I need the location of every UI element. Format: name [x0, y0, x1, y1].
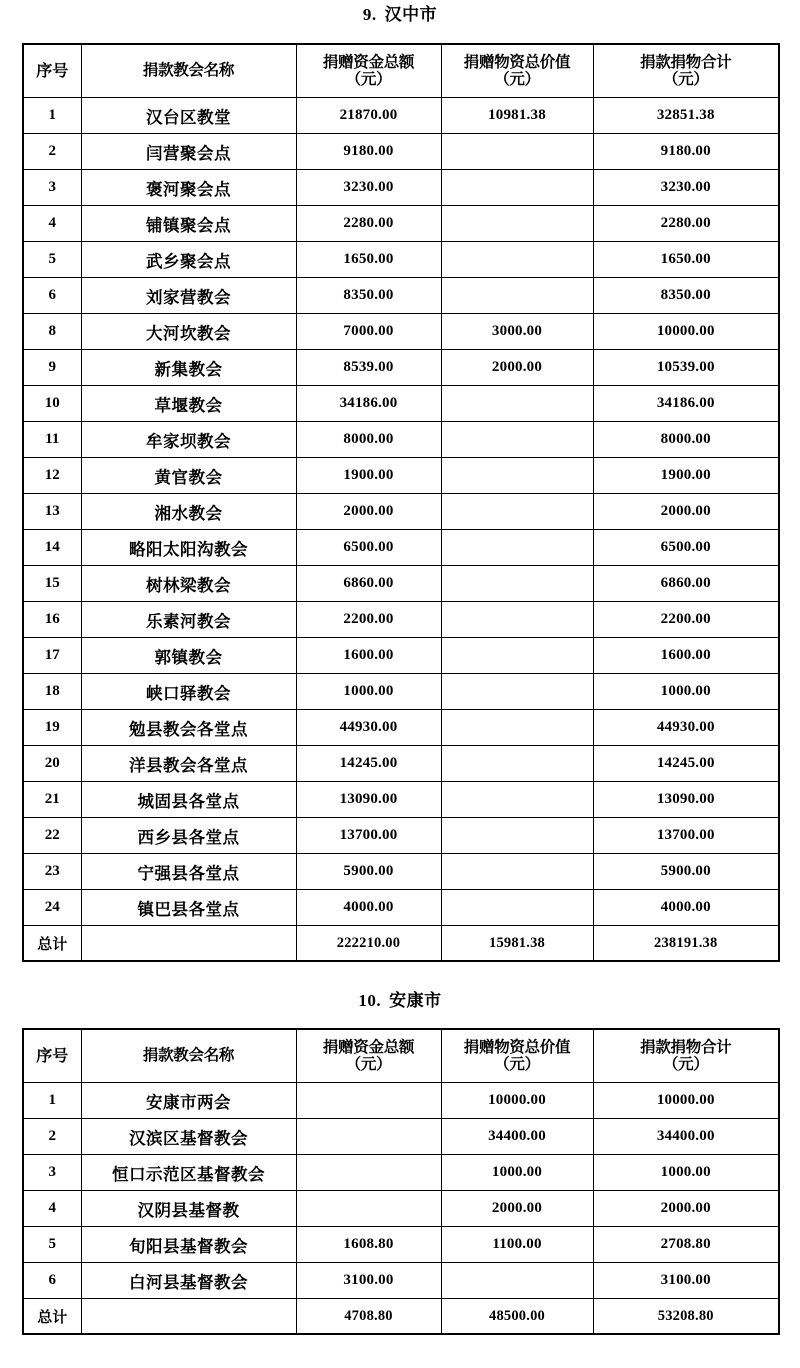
cell-name: 汉台区教堂 [81, 98, 296, 134]
table-row [23, 1227, 779, 1263]
cell-total: 3230.00 [593, 170, 779, 206]
cell-total: 238191.38 [593, 926, 779, 962]
cell-total: 1900.00 [593, 458, 779, 494]
col-header-money [296, 1029, 441, 1083]
table-row [23, 170, 779, 206]
cell-money: 7000.00 [296, 314, 441, 350]
section-number: 9. [362, 5, 377, 24]
cell-name: 闫营聚会点 [81, 134, 296, 170]
cell-money: 4000.00 [296, 890, 441, 926]
cell-index: 6 [23, 1263, 81, 1299]
section-title-hanzhong [0, 6, 800, 23]
cell-money [296, 1119, 441, 1155]
cell-name: 湘水教会 [81, 494, 296, 530]
cell-name: 镇巴县各堂点 [81, 890, 296, 926]
header-row [23, 1029, 779, 1083]
cell-index: 19 [23, 710, 81, 746]
cell-money: 44930.00 [296, 710, 441, 746]
col-header-money-line2: （元） [345, 1055, 392, 1073]
cell-index: 14 [23, 530, 81, 566]
cell-total: 34400.00 [593, 1119, 779, 1155]
cell-index: 11 [23, 422, 81, 458]
cell-name: 旬阳县基督教会 [81, 1227, 296, 1263]
cell-goods: 2000.00 [441, 350, 593, 386]
cell-name: 汉阴县基督教 [81, 1191, 296, 1227]
col-header-total [593, 44, 779, 98]
col-header-name: 捐款教会名称 [81, 44, 296, 98]
col-header-goods [441, 44, 593, 98]
cell-index: 15 [23, 566, 81, 602]
cell-goods [441, 854, 593, 890]
cell-total: 4000.00 [593, 890, 779, 926]
cell-goods [441, 458, 593, 494]
col-header-money-line2: （元） [345, 70, 392, 88]
table-row [23, 746, 779, 782]
cell-index: 2 [23, 134, 81, 170]
cell-name: 新集教会 [81, 350, 296, 386]
table-row [23, 818, 779, 854]
cell-total: 53208.80 [593, 1299, 779, 1335]
cell-goods: 1000.00 [441, 1155, 593, 1191]
cell-money: 2000.00 [296, 494, 441, 530]
cell-total: 2708.80 [593, 1227, 779, 1263]
col-header-goods-line2: （元） [494, 70, 540, 88]
cell-index: 13 [23, 494, 81, 530]
cell-money: 1600.00 [296, 638, 441, 674]
cell-goods [441, 494, 593, 530]
cell-money [296, 1155, 441, 1191]
cell-money [296, 1083, 441, 1119]
cell-total-label: 总计 [23, 926, 81, 962]
cell-total: 2280.00 [593, 206, 779, 242]
cell-goods [441, 422, 593, 458]
col-header-money-line1: 捐赠资金总额 [322, 52, 415, 71]
donation-table-ankang [22, 1028, 780, 1335]
cell-goods: 1100.00 [441, 1227, 593, 1263]
cell-money: 13090.00 [296, 782, 441, 818]
table-row [23, 602, 779, 638]
section-name: 安康市 [389, 991, 442, 1010]
table-row [23, 674, 779, 710]
cell-total: 8350.00 [593, 278, 779, 314]
table-row [23, 386, 779, 422]
table-row [23, 242, 779, 278]
table-row [23, 98, 779, 134]
cell-total: 6860.00 [593, 566, 779, 602]
cell-goods: 34400.00 [441, 1119, 593, 1155]
cell-name: 城固县各堂点 [81, 782, 296, 818]
cell-index: 17 [23, 638, 81, 674]
cell-index: 23 [23, 854, 81, 890]
cell-goods [441, 1263, 593, 1299]
table-row [23, 134, 779, 170]
col-header-goods-line1: 捐赠物资总价值 [463, 52, 571, 71]
cell-name: 勉县教会各堂点 [81, 710, 296, 746]
table-body-hanzhong [23, 98, 779, 962]
cell-name [81, 1299, 296, 1335]
col-header-total-line1: 捐款捐物合计 [640, 52, 732, 71]
cell-total: 10539.00 [593, 350, 779, 386]
table-row [23, 854, 779, 890]
table-row [23, 1191, 779, 1227]
cell-money: 34186.00 [296, 386, 441, 422]
cell-index: 24 [23, 890, 81, 926]
cell-name [81, 926, 296, 962]
section-title-ankang [0, 992, 800, 1009]
table-header [23, 1029, 779, 1083]
cell-money: 14245.00 [296, 746, 441, 782]
cell-total: 32851.38 [593, 98, 779, 134]
col-header-goods [441, 1029, 593, 1083]
cell-index: 22 [23, 818, 81, 854]
cell-index: 21 [23, 782, 81, 818]
table-wrap-hanzhong [0, 43, 800, 962]
cell-name: 宁强县各堂点 [81, 854, 296, 890]
cell-goods: 10000.00 [441, 1083, 593, 1119]
cell-money: 1650.00 [296, 242, 441, 278]
cell-index: 5 [23, 242, 81, 278]
cell-total: 10000.00 [593, 314, 779, 350]
col-header-goods-line1: 捐赠物资总价值 [463, 1037, 571, 1056]
cell-index: 3 [23, 170, 81, 206]
cell-goods [441, 206, 593, 242]
table-body-ankang [23, 1083, 779, 1335]
table-row [23, 422, 779, 458]
cell-total: 6500.00 [593, 530, 779, 566]
cell-goods [441, 890, 593, 926]
cell-name: 刘家营教会 [81, 278, 296, 314]
cell-index: 20 [23, 746, 81, 782]
cell-total: 1000.00 [593, 1155, 779, 1191]
table-row [23, 638, 779, 674]
cell-goods [441, 242, 593, 278]
table-row [23, 1083, 779, 1119]
cell-money: 2200.00 [296, 602, 441, 638]
cell-money: 222210.00 [296, 926, 441, 962]
cell-money: 6860.00 [296, 566, 441, 602]
cell-goods: 10981.38 [441, 98, 593, 134]
table-row [23, 566, 779, 602]
cell-total: 1000.00 [593, 674, 779, 710]
cell-total: 1600.00 [593, 638, 779, 674]
table-row [23, 1155, 779, 1191]
cell-total: 14245.00 [593, 746, 779, 782]
table-row [23, 1119, 779, 1155]
cell-money [296, 1191, 441, 1227]
cell-goods [441, 818, 593, 854]
cell-index: 4 [23, 1191, 81, 1227]
cell-index: 9 [23, 350, 81, 386]
cell-money: 6500.00 [296, 530, 441, 566]
table-total-row [23, 926, 779, 962]
col-header-total-line2: （元） [662, 70, 709, 88]
cell-total: 9180.00 [593, 134, 779, 170]
cell-name: 铺镇聚会点 [81, 206, 296, 242]
cell-name: 黄官教会 [81, 458, 296, 494]
cell-goods [441, 638, 593, 674]
cell-goods [441, 386, 593, 422]
table-row [23, 710, 779, 746]
table-row [23, 350, 779, 386]
col-header-index: 序号 [23, 1029, 81, 1083]
table-row [23, 458, 779, 494]
cell-money: 2280.00 [296, 206, 441, 242]
col-header-total [593, 1029, 779, 1083]
cell-total-label: 总计 [23, 1299, 81, 1335]
cell-money: 5900.00 [296, 854, 441, 890]
cell-money: 3100.00 [296, 1263, 441, 1299]
cell-goods [441, 782, 593, 818]
table-row [23, 314, 779, 350]
cell-name: 树林梁教会 [81, 566, 296, 602]
header-row [23, 44, 779, 98]
cell-index: 18 [23, 674, 81, 710]
cell-total: 5900.00 [593, 854, 779, 890]
cell-goods: 48500.00 [441, 1299, 593, 1335]
cell-name: 褒河聚会点 [81, 170, 296, 206]
col-header-index: 序号 [23, 44, 81, 98]
cell-money: 13700.00 [296, 818, 441, 854]
cell-goods [441, 674, 593, 710]
cell-index: 10 [23, 386, 81, 422]
cell-money: 1000.00 [296, 674, 441, 710]
section-ankang [0, 992, 800, 1335]
cell-goods [441, 602, 593, 638]
table-wrap-ankang [0, 1028, 800, 1335]
cell-goods [441, 278, 593, 314]
cell-total: 34186.00 [593, 386, 779, 422]
cell-index: 12 [23, 458, 81, 494]
cell-goods: 15981.38 [441, 926, 593, 962]
cell-goods [441, 170, 593, 206]
col-header-money-line1: 捐赠资金总额 [322, 1037, 415, 1056]
cell-name: 牟家坝教会 [81, 422, 296, 458]
cell-total: 8000.00 [593, 422, 779, 458]
col-header-money [296, 44, 441, 98]
cell-index: 2 [23, 1119, 81, 1155]
cell-name: 汉滨区基督教会 [81, 1119, 296, 1155]
cell-name: 武乡聚会点 [81, 242, 296, 278]
cell-name: 西乡县各堂点 [81, 818, 296, 854]
cell-total: 2000.00 [593, 494, 779, 530]
table-row [23, 206, 779, 242]
cell-goods [441, 710, 593, 746]
table-row [23, 494, 779, 530]
cell-goods: 2000.00 [441, 1191, 593, 1227]
cell-name: 白河县基督教会 [81, 1263, 296, 1299]
cell-total: 3100.00 [593, 1263, 779, 1299]
table-row [23, 1263, 779, 1299]
cell-name: 略阳太阳沟教会 [81, 530, 296, 566]
table-row [23, 782, 779, 818]
cell-money: 21870.00 [296, 98, 441, 134]
cell-total: 44930.00 [593, 710, 779, 746]
cell-money: 8000.00 [296, 422, 441, 458]
cell-money: 1608.80 [296, 1227, 441, 1263]
cell-index: 6 [23, 278, 81, 314]
cell-money: 4708.80 [296, 1299, 441, 1335]
table-total-row [23, 1299, 779, 1335]
cell-total: 2000.00 [593, 1191, 779, 1227]
cell-index: 3 [23, 1155, 81, 1191]
cell-name: 郭镇教会 [81, 638, 296, 674]
table-header [23, 44, 779, 98]
cell-total: 1650.00 [593, 242, 779, 278]
cell-goods [441, 530, 593, 566]
col-header-name: 捐款教会名称 [81, 1029, 296, 1083]
cell-total: 2200.00 [593, 602, 779, 638]
cell-name: 洋县教会各堂点 [81, 746, 296, 782]
table-row [23, 530, 779, 566]
cell-name: 安康市两会 [81, 1083, 296, 1119]
cell-name: 大河坎教会 [81, 314, 296, 350]
cell-money: 3230.00 [296, 170, 441, 206]
cell-money: 9180.00 [296, 134, 441, 170]
table-row [23, 278, 779, 314]
col-header-total-line2: （元） [662, 1055, 709, 1073]
cell-goods: 3000.00 [441, 314, 593, 350]
cell-index: 1 [23, 98, 81, 134]
cell-money: 8539.00 [296, 350, 441, 386]
cell-name: 恒口示范区基督教会 [81, 1155, 296, 1191]
cell-name: 草堰教会 [81, 386, 296, 422]
cell-name: 峡口驿教会 [81, 674, 296, 710]
cell-name: 乐素河教会 [81, 602, 296, 638]
cell-index: 4 [23, 206, 81, 242]
col-header-goods-line2: （元） [494, 1055, 540, 1073]
cell-index: 5 [23, 1227, 81, 1263]
section-number: 10. [358, 991, 382, 1010]
cell-index: 8 [23, 314, 81, 350]
cell-index: 1 [23, 1083, 81, 1119]
cell-total: 13700.00 [593, 818, 779, 854]
cell-index: 16 [23, 602, 81, 638]
cell-money: 1900.00 [296, 458, 441, 494]
donation-table-hanzhong [22, 43, 780, 962]
col-header-total-line1: 捐款捐物合计 [640, 1037, 732, 1056]
cell-money: 8350.00 [296, 278, 441, 314]
cell-goods [441, 566, 593, 602]
cell-total: 13090.00 [593, 782, 779, 818]
section-name: 汉中市 [384, 5, 438, 24]
cell-total: 10000.00 [593, 1083, 779, 1119]
cell-goods [441, 134, 593, 170]
table-row [23, 890, 779, 926]
cell-goods [441, 746, 593, 782]
